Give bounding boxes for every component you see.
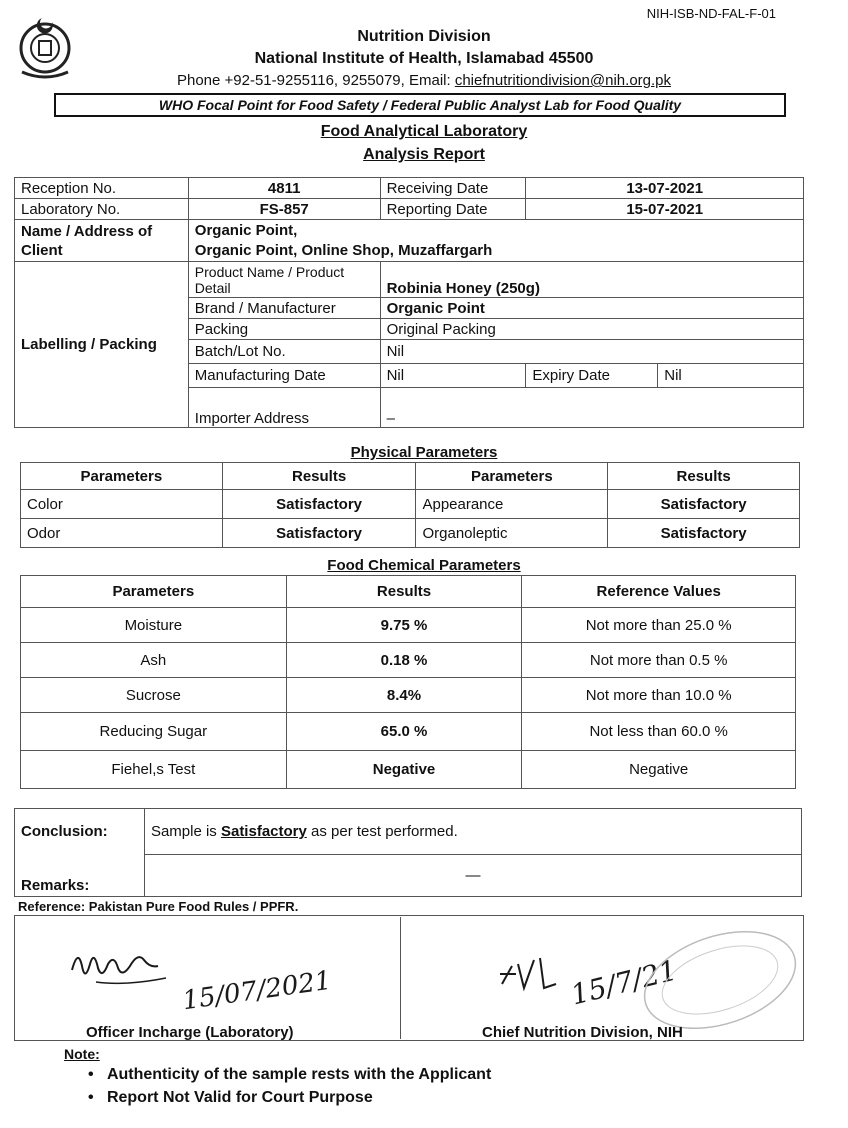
mfg-date-value: Nil	[380, 364, 526, 388]
physical-header: Results	[222, 463, 416, 490]
chemical-result: 0.18 %	[286, 643, 522, 678]
importer-value: –	[380, 388, 803, 428]
officer-label: Officer Incharge (Laboratory)	[86, 1024, 294, 1041]
conclusion-result: Satisfactory	[220, 823, 307, 840]
table-row	[21, 608, 796, 643]
chemical-result: 65.0 %	[286, 713, 522, 751]
list-item	[88, 1089, 373, 1107]
physical-param: Odor	[21, 519, 223, 548]
officer-signature-icon	[66, 940, 186, 996]
brand-label: Brand / Manufacturer	[188, 298, 380, 319]
chemical-reference: Negative	[522, 751, 796, 789]
receiving-date-value: 13-07-2021	[526, 178, 804, 199]
physical-result: Satisfactory	[608, 519, 800, 548]
report-title: Analysis Report	[363, 146, 485, 163]
conclusion-pre: Sample is	[150, 823, 221, 840]
sample-info-table	[14, 177, 804, 428]
client-line-1: Organic Point,	[194, 221, 298, 239]
chemical-result: 9.75 %	[286, 608, 522, 643]
table-row	[21, 490, 800, 519]
chemical-param: Moisture	[21, 608, 287, 643]
expiry-date-value: Nil	[658, 364, 804, 388]
chemical-header: Parameters	[21, 576, 287, 608]
chemical-param: Fiehel,s Test	[21, 751, 287, 789]
reporting-date-label: Reporting Date	[380, 199, 526, 220]
product-value: Robinia Honey (250g)	[380, 262, 803, 298]
labelling-label: Labelling / Packing	[15, 262, 189, 428]
bullet-icon: •	[88, 1066, 107, 1083]
chemical-section-title: Food Chemical Parameters	[327, 557, 521, 574]
conclusion-table	[14, 808, 802, 897]
remarks-label: Remarks:	[15, 855, 145, 897]
chemical-param: Reducing Sugar	[21, 713, 287, 751]
reporting-date-value: 15-07-2021	[526, 199, 804, 220]
batch-label: Batch/Lot No.	[188, 340, 380, 364]
physical-param: Organoleptic	[416, 519, 608, 548]
physical-section-title: Physical Parameters	[350, 444, 498, 461]
official-stamp-icon	[640, 920, 810, 1030]
nih-logo-icon	[14, 12, 76, 80]
chief-sign-date: 15/7/21	[567, 953, 681, 1012]
note-text: Report Not Valid for Court Purpose	[106, 1089, 373, 1106]
chemical-result: 8.4%	[286, 678, 522, 713]
chemical-reference: Not more than 0.5 %	[522, 643, 796, 678]
conclusion-label: Conclusion:	[15, 809, 145, 855]
physical-result: Satisfactory	[222, 490, 416, 519]
reference-note: Reference: Pakistan Pure Food Rules / PPFR.	[18, 899, 299, 914]
physical-result: Satisfactory	[608, 490, 800, 519]
remarks-value: —	[144, 855, 801, 897]
product-label: Product Name / Product Detail	[188, 262, 380, 298]
chemical-reference: Not more than 25.0 %	[522, 608, 796, 643]
brand-value: Organic Point	[380, 298, 803, 319]
table-row	[21, 678, 796, 713]
chemical-result: Negative	[286, 751, 522, 789]
note-text: Authenticity of the sample rests with the Applicant	[106, 1066, 492, 1083]
table-row	[21, 751, 796, 789]
institute-title: National Institute of Health, Islamabad 45500	[254, 50, 594, 67]
lab-title: Food Analytical Laboratory	[320, 123, 528, 140]
chemical-reference: Not more than 10.0 %	[522, 678, 796, 713]
email-link[interactable]: chiefnutritiondivision@nih.org.pk	[454, 72, 672, 89]
who-banner: WHO Focal Point for Food Safety / Federal Public Analyst Lab for Food Quality	[54, 93, 786, 117]
reception-value: 4811	[188, 178, 380, 199]
table-row	[21, 643, 796, 678]
mfg-date-label: Manufacturing Date	[188, 364, 380, 388]
physical-header: Results	[608, 463, 800, 490]
physical-table	[20, 462, 800, 548]
physical-header: Parameters	[21, 463, 223, 490]
client-label: Name / Address of Client	[15, 220, 189, 262]
lab-no-label: Laboratory No.	[15, 199, 189, 220]
receiving-date-label: Receiving Date	[380, 178, 526, 199]
table-row	[21, 519, 800, 548]
bullet-icon: •	[88, 1089, 107, 1106]
client-line-2: Organic Point, Online Shop, Muzaffargarh	[194, 241, 493, 259]
lab-no-value: FS-857	[188, 199, 380, 220]
conclusion-text	[144, 809, 801, 855]
note-title: Note:	[64, 1046, 100, 1062]
list-item	[88, 1066, 491, 1084]
physical-header: Parameters	[416, 463, 608, 490]
batch-value: Nil	[380, 340, 803, 364]
phone-text: Phone +92-51-9255116, 9255079, Email:	[176, 72, 455, 89]
physical-param: Appearance	[416, 490, 608, 519]
document-code: NIH-ISB-ND-FAL-F-01	[646, 6, 776, 21]
table-row	[21, 713, 796, 751]
signature-divider	[400, 917, 401, 1039]
contact-line	[0, 72, 848, 89]
importer-label: Importer Address	[188, 388, 380, 428]
chemical-reference: Not less than 60.0 %	[522, 713, 796, 751]
expiry-date-label: Expiry Date	[526, 364, 658, 388]
conclusion-post: as per test performed.	[306, 823, 458, 840]
chemical-header: Reference Values	[522, 576, 796, 608]
packing-label: Packing	[188, 319, 380, 340]
physical-result: Satisfactory	[222, 519, 416, 548]
chemical-table	[20, 575, 796, 789]
division-title: Nutrition Division	[357, 28, 491, 45]
officer-sign-date: 15/07/2021	[180, 965, 334, 1017]
physical-param: Color	[21, 490, 223, 519]
chief-label: Chief Nutrition Division, NIH	[482, 1024, 683, 1041]
reception-label: Reception No.	[15, 178, 189, 199]
chemical-header: Results	[286, 576, 522, 608]
packing-value: Original Packing	[380, 319, 803, 340]
client-address	[188, 220, 803, 262]
chemical-param: Ash	[21, 643, 287, 678]
chemical-param: Sucrose	[21, 678, 287, 713]
